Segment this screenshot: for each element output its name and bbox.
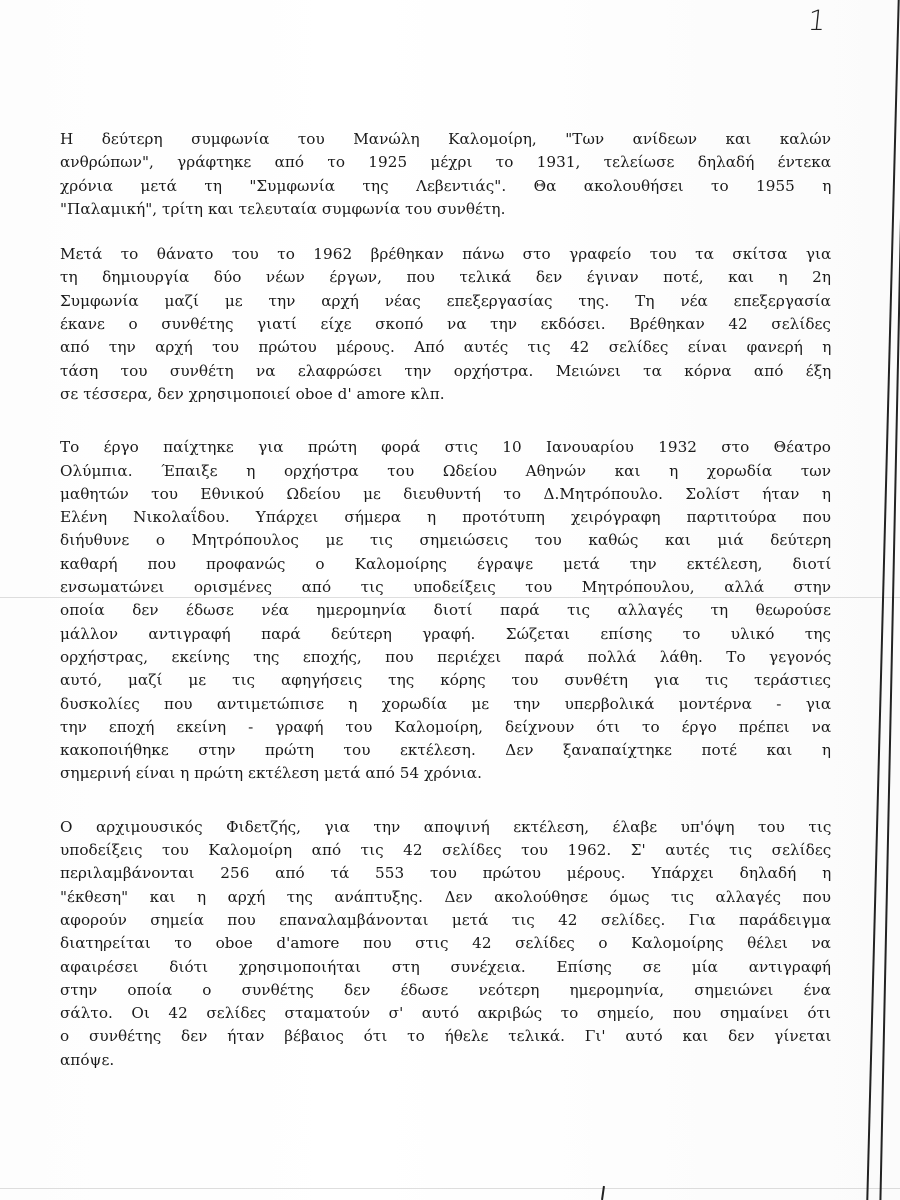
paragraph bbox=[60, 128, 831, 221]
text-line: Η δεύτερη συμφωνία του Μανώλη Καλομοίρη, "Των ανίδεων και καλών bbox=[60, 130, 831, 148]
text-line: Μετά το θάνατο του το 1962 βρέθηκαν πάνω στο γραφείο του τα σκίτσα για bbox=[60, 245, 832, 264]
text-line: τη δημιουργία δύο νέων έργων, που τελικά δεν έγιναν ποτέ, και η 2η bbox=[60, 268, 831, 287]
text-line: καθαρή που προφανώς ο Καλομοίρης έγραψε μετά την εκτέλεση, διοτί bbox=[60, 554, 832, 573]
text-line: τάση του συνθέτη να ελαφρώσει την ορχήστρα. Μειώνει τα κόρνα από έξη bbox=[60, 361, 832, 380]
text-line: δυσκολίες που αντιμετώπισε η χορωδία με την υπερβολικά μοντέρνα - για bbox=[60, 694, 832, 713]
text-line: έκανε ο συνθέτης γιατί είχε σκοπό να την εκδόσει. Βρέθηκαν 42 σελίδες bbox=[60, 315, 831, 334]
text-line: διατηρείται το oboe d'amore που στις 42 σελίδες ο Καλομοίρης θέλει να bbox=[60, 934, 831, 953]
text-line: σάλτο. Οι 42 σελίδες σταματούν σ' αυτό ακριβώς το σημείο, που σημαίνει ότι bbox=[60, 1004, 831, 1023]
text-line: κακοποιήθηκε στην πρώτη του εκτέλεση. Δεν ξαναπαίχτηκε ποτέ και η bbox=[60, 741, 831, 760]
text-line: "έκθεση" και η αρχή της ανάπτυξης. Δεν ακολούθησε όμως τις αλλαγές που bbox=[60, 887, 831, 906]
text-line: Συμφωνία μαζί με την αρχή νέας επεξεργασίας της. Τη νέα επεξεργασία bbox=[60, 291, 831, 310]
text-line: σημερινή είναι η πρώτη εκτέλεση μετά από 54 χρόνια. bbox=[60, 764, 482, 783]
text-line: Το έργο παίχτηκε για πρώτη φορά στις 10 Ιανουαρίου 1932 στο Θέατρο bbox=[60, 438, 831, 457]
text-line: αφαιρέσει διότι χρησιμοποιήται στη συνέχεια. Επίσης σε μία αντιγραφή bbox=[60, 957, 831, 976]
text-line: αυτό, μαζί με τις αφηγήσεις της κόρης του συνθέτη για τις τεράστιες bbox=[60, 671, 832, 690]
text-line: στην οποία ο συνθέτης δεν έδωσε νεότερη ημερομηνία, σημειώνει ένα bbox=[60, 980, 831, 999]
text-line: ορχήστρας, εκείνης της εποχής, που περιέχει παρά πολλά λάθη. Το γεγονός bbox=[60, 647, 832, 666]
paragraph bbox=[60, 243, 831, 406]
text-line: ενσωματώνει ορισμένες από τις υποδείξεις του Μητρόπουλου, αλλά στην bbox=[60, 578, 831, 597]
text-line: Ο αρχιμουσικός Φιδετζής, για την αποψινή εκτέλεση, έλαβε υπ'όψη του τις bbox=[60, 817, 832, 836]
text-line: αφορούν σημεία που επαναλαμβάνονται μετά τις 42 σελίδες. Για παράδειγμα bbox=[60, 910, 832, 929]
handwritten-page-number: 1 bbox=[806, 4, 828, 37]
paragraph bbox=[60, 436, 831, 785]
paper-fold-line bbox=[0, 1188, 900, 1189]
text-line: σε τέσσερα, δεν χρησιμοποιεί oboe d' amore κλπ. bbox=[60, 384, 445, 403]
paragraph bbox=[60, 816, 831, 1072]
text-line: υποδείξεις του Καλομοίρη από τις 42 σελίδες του 1962. Σ' αυτές τις σελίδες bbox=[60, 841, 832, 860]
text-line: Ελένη Νικολαΐδου. Υπάρχει σήμερα η προτότυπη χειρόγραφη παρτιτούρα που bbox=[60, 508, 832, 527]
scan-mark bbox=[601, 1186, 605, 1200]
text-line: διήυθυνε ο Μητρόπουλος με τις σημειώσεις του καθώς και μιά δεύτερη bbox=[60, 531, 832, 550]
text-line: μαθητών του Εθνικού Ωδείου με διευθυντή το Δ.Μητρόπουλο. Σολίστ ήταν η bbox=[60, 484, 831, 503]
text-line: μάλλον αντιγραφή παρά δεύτερη γραφή. Σώζεται επίσης το υλικό της bbox=[60, 624, 831, 643]
text-line: χρόνια μετά τη "Συμφωνία της Λεβεντιάς". Θα ακολουθήσει το 1955 η bbox=[60, 176, 832, 195]
text-line: Ολύμπια. Έπαιξε η ορχήστρα του Ωδείου Αθηνών και η χορωδία των bbox=[60, 461, 831, 480]
text-line: ο συνθέτης δεν ήταν βέβαιος ότι το ήθελε τελικά. Γι' αυτό και δεν γίνεται bbox=[60, 1027, 832, 1046]
text-line: περιλαμβάνονται 256 από τά 553 του πρώτου μέρους. Υπάρχει δηλαδή η bbox=[60, 864, 832, 883]
document-body bbox=[60, 128, 831, 1094]
text-line: ανθρώπων", γράφτηκε από το 1925 μέχρι το 1931, τελείωσε δηλαδή έντεκα bbox=[60, 153, 832, 172]
text-line: οποία δεν έδωσε νέα ημερομηνία διοτί παρά τις αλλαγές τη θεωρούσε bbox=[60, 601, 831, 620]
text-line: από την αρχή του πρώτου μέρους. Από αυτές τις 42 σελίδες είναι φανερή η bbox=[60, 338, 832, 357]
text-line: απόψε. bbox=[60, 1050, 115, 1069]
text-line: την εποχή εκείνη - γραφή του Καλομοίρη, δείχνουν ότι το έργο πρέπει να bbox=[60, 717, 832, 736]
text-line: "Παλαμική", τρίτη και τελευταία συμφωνία του συνθέτη. bbox=[60, 199, 506, 218]
